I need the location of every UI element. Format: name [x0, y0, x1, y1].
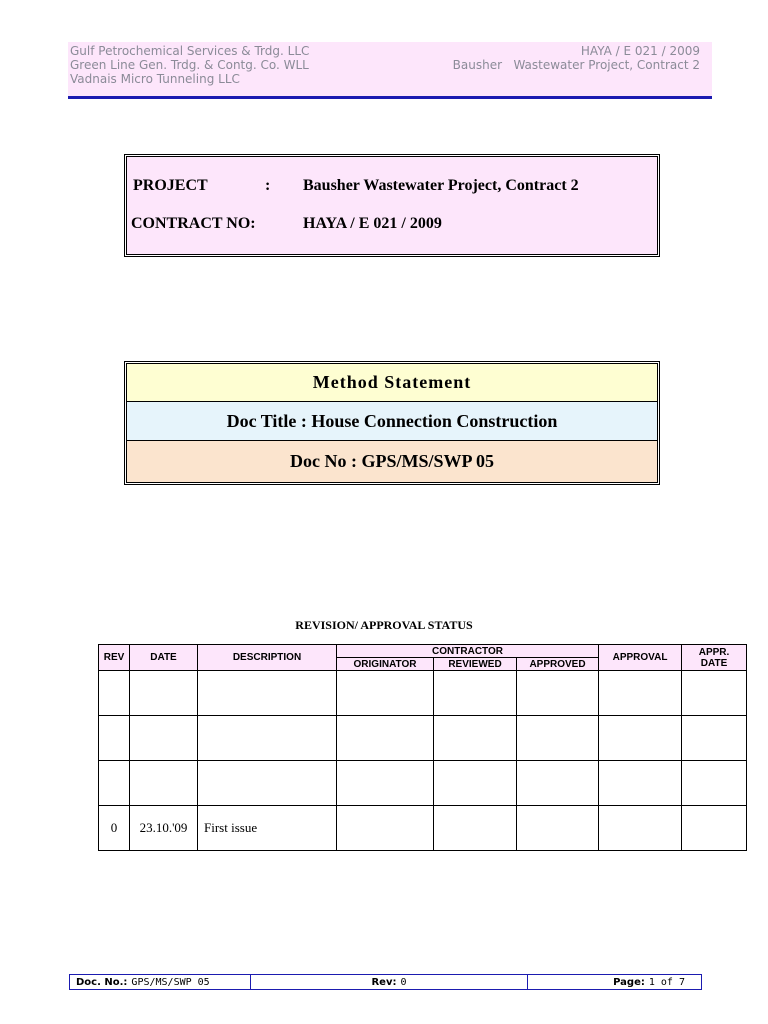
col-header-date: DATE	[130, 645, 198, 671]
cell-approved	[517, 806, 599, 851]
header-company-2: Green Line Gen. Trdg. & Contg. Co. WLL	[70, 58, 309, 72]
cell-rev: 0	[99, 806, 130, 851]
cell-description	[198, 671, 337, 716]
project-info-box	[126, 156, 658, 255]
table-row	[99, 761, 747, 806]
col-header-contractor: CONTRACTOR	[337, 645, 599, 658]
cell-rev	[99, 761, 130, 806]
footer-doc-no	[70, 975, 251, 989]
cell-originator	[337, 761, 434, 806]
col-header-description: DESCRIPTION	[198, 645, 337, 671]
cell-approved	[517, 671, 599, 716]
header-contract-no: HAYA / E 021 / 2009	[580, 44, 700, 58]
cell-originator	[337, 671, 434, 716]
cell-reviewed	[434, 671, 517, 716]
cell-approval	[599, 671, 682, 716]
page-footer	[69, 974, 702, 990]
cell-originator	[337, 716, 434, 761]
revision-table	[98, 644, 747, 851]
revision-status-title: REVISION/ APPROVAL STATUS	[295, 618, 473, 632]
footer-doc-no-value: GPS/MS/SWP 05	[131, 976, 210, 988]
appr-date-line-1: APPR.	[698, 646, 730, 658]
appr-date-line-2: DATE	[700, 657, 728, 669]
project-colon: :	[265, 177, 271, 194]
cell-appr-date	[682, 671, 747, 716]
col-header-reviewed: REVIEWED	[434, 658, 517, 671]
header-company-1: Gulf Petrochemical Services & Trdg. LLC	[70, 44, 310, 58]
cell-appr-date	[682, 716, 747, 761]
header-companies	[70, 44, 309, 86]
cell-date	[130, 671, 198, 716]
cell-reviewed	[434, 806, 517, 851]
cell-reviewed	[434, 716, 517, 761]
cell-rev	[99, 671, 130, 716]
doc-title: Doc Title : House Connection Construction	[127, 402, 657, 441]
cell-approved	[517, 716, 599, 761]
table-row	[99, 716, 747, 761]
footer-rev-label: Rev:	[371, 976, 397, 988]
page-header	[68, 42, 712, 99]
cell-approval	[599, 761, 682, 806]
footer-doc-no-label: Doc. No.:	[76, 976, 128, 988]
col-header-approved: APPROVED	[517, 658, 599, 671]
method-statement-box	[126, 363, 658, 483]
cell-description: First issue	[198, 806, 337, 851]
col-header-appr-date	[682, 645, 747, 671]
header-company-3: Vadnais Micro Tunneling LLC	[70, 72, 240, 86]
col-header-originator: ORIGINATOR	[337, 658, 434, 671]
header-project-name: Bausher Wastewater Project, Contract 2	[452, 58, 700, 72]
cell-originator	[337, 806, 434, 851]
cell-approved	[517, 761, 599, 806]
header-project-ref	[453, 44, 700, 72]
table-row	[99, 806, 747, 851]
project-label: PROJECT	[133, 177, 208, 194]
project-value: Bausher Wastewater Project, Contract 2	[303, 177, 579, 194]
col-header-approval: APPROVAL	[599, 645, 682, 671]
cell-date	[130, 761, 198, 806]
table-row	[99, 671, 747, 716]
cell-date: 23.10.'09	[130, 806, 198, 851]
footer-page-value: 1 of 7	[648, 976, 685, 988]
cell-reviewed	[434, 761, 517, 806]
contract-label: CONTRACT NO:	[131, 215, 256, 232]
footer-page-label: Page:	[613, 976, 645, 988]
cell-description	[198, 761, 337, 806]
col-header-rev: REV	[99, 645, 130, 671]
contract-row	[131, 215, 442, 287]
cell-approval	[599, 716, 682, 761]
cell-date	[130, 716, 198, 761]
doc-number: Doc No : GPS/MS/SWP 05	[127, 441, 657, 482]
cell-appr-date	[682, 806, 747, 851]
contract-value: HAYA / E 021 / 2009	[303, 215, 442, 232]
cell-approval	[599, 806, 682, 851]
cell-appr-date	[682, 761, 747, 806]
footer-page	[528, 975, 701, 989]
cell-rev	[99, 716, 130, 761]
footer-rev-value: 0	[400, 976, 407, 988]
footer-rev	[251, 975, 528, 989]
cell-description	[198, 716, 337, 761]
method-heading: Method Statement	[127, 364, 657, 402]
